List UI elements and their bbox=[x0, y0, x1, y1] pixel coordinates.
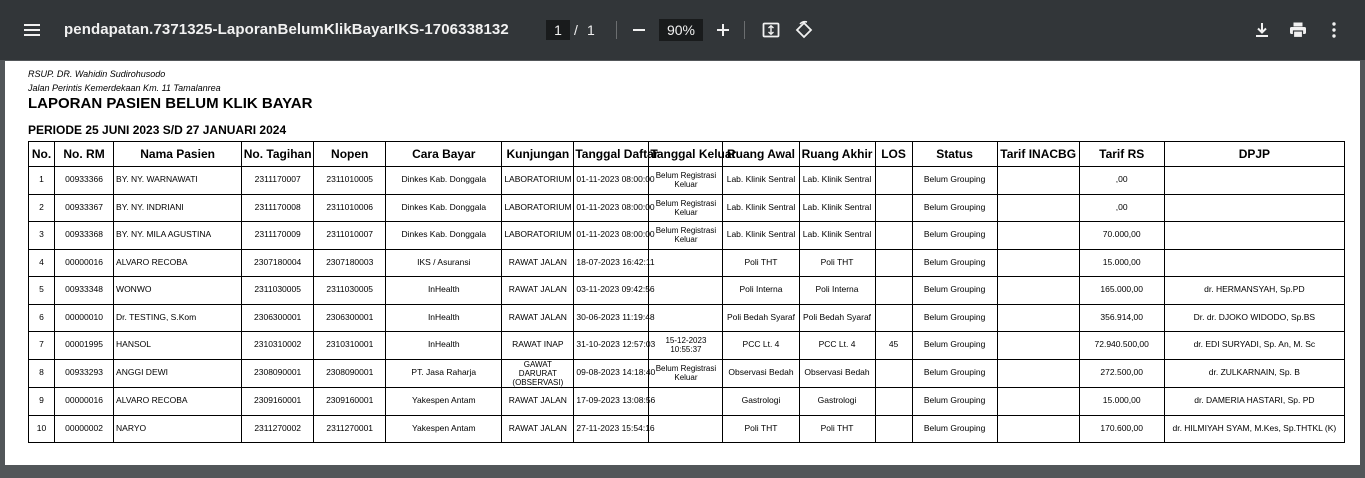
table-cell: Poli THT bbox=[723, 249, 799, 277]
table-cell: 170.600,00 bbox=[1079, 415, 1164, 443]
table-cell bbox=[875, 222, 912, 250]
table-cell: 00933348 bbox=[55, 277, 114, 305]
table-cell: ANGGI DEWI bbox=[114, 359, 242, 388]
table-cell: 09-08-2023 14:18:40 bbox=[574, 359, 649, 388]
table-cell: Belum Grouping bbox=[912, 415, 997, 443]
table-cell bbox=[875, 277, 912, 305]
table-cell: dr. DAMERIA HASTARI, Sp. PD bbox=[1164, 388, 1344, 416]
table-cell: 15.000,00 bbox=[1079, 388, 1164, 416]
table-cell: Poli Bedah Syaraf bbox=[799, 304, 875, 332]
table-cell: Gastrologi bbox=[799, 388, 875, 416]
table-cell: 00933366 bbox=[55, 167, 114, 195]
pdf-page bbox=[5, 61, 1360, 465]
zoom-level-input[interactable]: 90% bbox=[659, 19, 703, 41]
table-cell: 03-11-2023 09:42:56 bbox=[574, 277, 649, 305]
table-cell: 7 bbox=[29, 332, 55, 360]
table-cell bbox=[997, 304, 1079, 332]
table-cell: 2311270001 bbox=[314, 415, 386, 443]
table-cell: Dr. TESTING, S.Kom bbox=[114, 304, 242, 332]
table-cell: Belum Grouping bbox=[912, 388, 997, 416]
table-cell: 17-09-2023 13:08:56 bbox=[574, 388, 649, 416]
table-cell: RAWAT INAP bbox=[502, 332, 574, 360]
table-cell: RAWAT JALAN bbox=[502, 415, 574, 443]
table-cell: BY. NY. MILA AGUSTINA bbox=[114, 222, 242, 250]
table-cell: 01-11-2023 08:00:00 bbox=[574, 167, 649, 195]
table-cell bbox=[875, 249, 912, 277]
table-cell: Gastrologi bbox=[723, 388, 799, 416]
table-cell: NARYO bbox=[114, 415, 242, 443]
table-cell: 2310310002 bbox=[242, 332, 314, 360]
column-header: No. Tagihan bbox=[242, 142, 314, 167]
table-cell: 2311010007 bbox=[314, 222, 386, 250]
table-cell: 00933368 bbox=[55, 222, 114, 250]
toolbar-divider bbox=[616, 21, 617, 39]
table-cell: 70.000,00 bbox=[1079, 222, 1164, 250]
table-cell bbox=[649, 304, 723, 332]
table-cell bbox=[1164, 249, 1344, 277]
table-cell: 15.000,00 bbox=[1079, 249, 1164, 277]
table-cell: Belum Grouping bbox=[912, 222, 997, 250]
table-cell: 00933293 bbox=[55, 359, 114, 388]
table-cell: 2306300001 bbox=[314, 304, 386, 332]
table-cell: LABORATORIUM bbox=[502, 167, 574, 195]
table-cell: Lab. Klinik Sentral bbox=[723, 222, 799, 250]
column-header: LOS bbox=[875, 142, 912, 167]
table-cell: Belum Registrasi Keluar bbox=[649, 194, 723, 222]
table-cell: 6 bbox=[29, 304, 55, 332]
table-cell: 2 bbox=[29, 194, 55, 222]
table-cell: Poli THT bbox=[723, 415, 799, 443]
rotate-icon[interactable] bbox=[793, 19, 815, 41]
column-header: Cara Bayar bbox=[386, 142, 502, 167]
table-row bbox=[29, 359, 1345, 388]
table-cell: 356.914,00 bbox=[1079, 304, 1164, 332]
table-cell: 00000010 bbox=[55, 304, 114, 332]
table-cell bbox=[875, 304, 912, 332]
table-cell: 9 bbox=[29, 388, 55, 416]
table-cell bbox=[997, 388, 1079, 416]
table-cell: dr. ZULKARNAIN, Sp. B bbox=[1164, 359, 1344, 388]
table-cell: 3 bbox=[29, 222, 55, 250]
table-cell: 2311030005 bbox=[242, 277, 314, 305]
column-header: Nopen bbox=[314, 142, 386, 167]
report-period: PERIODE 25 JUNI 2023 S/D 27 JANUARI 2024 bbox=[28, 123, 287, 137]
table-cell: 2311010006 bbox=[314, 194, 386, 222]
table-cell: 2308090001 bbox=[314, 359, 386, 388]
page-separator: / bbox=[574, 22, 578, 38]
fit-page-icon[interactable] bbox=[760, 19, 782, 41]
more-options-icon[interactable] bbox=[1323, 19, 1345, 41]
menu-icon[interactable] bbox=[22, 20, 42, 40]
table-cell: Belum Registrasi Keluar bbox=[649, 222, 723, 250]
table-cell: 2311170009 bbox=[242, 222, 314, 250]
column-header: Tarif INACBG bbox=[997, 142, 1079, 167]
table-cell: Poli Interna bbox=[723, 277, 799, 305]
table-cell: Belum Grouping bbox=[912, 359, 997, 388]
table-cell: Observasi Bedah bbox=[799, 359, 875, 388]
table-cell: 2311170008 bbox=[242, 194, 314, 222]
table-cell: Lab. Klinik Sentral bbox=[799, 167, 875, 195]
table-cell: dr. HILMIYAH SYAM, M.Kes, Sp.THTKL (K) bbox=[1164, 415, 1344, 443]
table-cell: Dinkes Kab. Donggala bbox=[386, 222, 502, 250]
table-cell: 01-11-2023 08:00:00 bbox=[574, 194, 649, 222]
column-header: No. bbox=[29, 142, 55, 167]
print-icon[interactable] bbox=[1287, 19, 1309, 41]
table-cell: 00001995 bbox=[55, 332, 114, 360]
table-cell: Observasi Bedah bbox=[723, 359, 799, 388]
table-cell: Yakespen Antam bbox=[386, 415, 502, 443]
table-cell: Poli THT bbox=[799, 415, 875, 443]
table-cell bbox=[997, 222, 1079, 250]
table-cell: RAWAT JALAN bbox=[502, 277, 574, 305]
zoom-in-icon[interactable] bbox=[712, 19, 734, 41]
column-header: Nama Pasien bbox=[114, 142, 242, 167]
table-cell bbox=[875, 415, 912, 443]
table-cell: 00933367 bbox=[55, 194, 114, 222]
column-header: Tarif RS bbox=[1079, 142, 1164, 167]
table-cell bbox=[997, 415, 1079, 443]
table-cell bbox=[1164, 222, 1344, 250]
table-cell: Belum Grouping bbox=[912, 277, 997, 305]
zoom-out-icon[interactable] bbox=[628, 19, 650, 41]
table-cell: Belum Registrasi Keluar bbox=[649, 359, 723, 388]
hospital-address: Jalan Perintis Kemerdekaan Km. 11 Tamalanrea bbox=[28, 83, 221, 93]
column-header: Kunjungan bbox=[502, 142, 574, 167]
table-cell: Dinkes Kab. Donggala bbox=[386, 194, 502, 222]
column-header: Ruang Akhir bbox=[799, 142, 875, 167]
table-cell: 01-11-2023 08:00:00 bbox=[574, 222, 649, 250]
table-cell: RAWAT JALAN bbox=[502, 249, 574, 277]
table-cell: 2308090001 bbox=[242, 359, 314, 388]
table-cell bbox=[997, 332, 1079, 360]
table-cell bbox=[875, 194, 912, 222]
table-row bbox=[29, 388, 1345, 416]
table-cell: PCC Lt. 4 bbox=[799, 332, 875, 360]
table-cell: Poli THT bbox=[799, 249, 875, 277]
column-header: No. RM bbox=[55, 142, 114, 167]
table-cell: ,00 bbox=[1079, 167, 1164, 195]
table-cell bbox=[649, 277, 723, 305]
table-row bbox=[29, 167, 1345, 195]
table-cell: 1 bbox=[29, 167, 55, 195]
table-cell: 165.000,00 bbox=[1079, 277, 1164, 305]
table-cell: 31-10-2023 12:57:03 bbox=[574, 332, 649, 360]
table-cell: RAWAT JALAN bbox=[502, 388, 574, 416]
table-cell: Belum Grouping bbox=[912, 194, 997, 222]
table-cell: 2311030005 bbox=[314, 277, 386, 305]
report-title: LAPORAN PASIEN BELUM KLIK BAYAR bbox=[28, 95, 313, 112]
document-title: pendapatan.7371325-LaporanBelumKlikBayarIKS-1706338132 bbox=[64, 21, 509, 38]
table-cell bbox=[875, 167, 912, 195]
table-cell: Belum Grouping bbox=[912, 304, 997, 332]
table-cell: 4 bbox=[29, 249, 55, 277]
table-cell: Lab. Klinik Sentral bbox=[723, 194, 799, 222]
table-cell bbox=[997, 359, 1079, 388]
table-cell bbox=[1164, 167, 1344, 195]
table-cell: 45 bbox=[875, 332, 912, 360]
table-cell: GAWAT DARURAT (OBSERVASI) bbox=[502, 359, 574, 388]
table-cell: BY. NY. INDRIANI bbox=[114, 194, 242, 222]
table-cell: 30-06-2023 11:19:48 bbox=[574, 304, 649, 332]
page-total: 1 bbox=[587, 22, 595, 38]
table-cell: ALVARO RECOBA bbox=[114, 249, 242, 277]
table-cell: InHealth bbox=[386, 304, 502, 332]
table-cell: Belum Registrasi Keluar bbox=[649, 167, 723, 195]
table-cell: BY. NY. WARNAWATI bbox=[114, 167, 242, 195]
table-cell: Belum Grouping bbox=[912, 332, 997, 360]
table-cell: 00000016 bbox=[55, 249, 114, 277]
table-cell: ALVARO RECOBA bbox=[114, 388, 242, 416]
table-cell: 2311010005 bbox=[314, 167, 386, 195]
table-cell: 72.940.500,00 bbox=[1079, 332, 1164, 360]
column-header: Tanggal Keluar bbox=[649, 142, 723, 167]
table-cell: Dr. dr. DJOKO WIDODO, Sp.BS bbox=[1164, 304, 1344, 332]
table-cell bbox=[997, 194, 1079, 222]
table-cell bbox=[1164, 194, 1344, 222]
table-cell: Lab. Klinik Sentral bbox=[723, 167, 799, 195]
table-cell: Poli Bedah Syaraf bbox=[723, 304, 799, 332]
table-cell bbox=[875, 388, 912, 416]
table-cell: 00000002 bbox=[55, 415, 114, 443]
table-cell: 272.500,00 bbox=[1079, 359, 1164, 388]
patient-table bbox=[28, 141, 1345, 443]
table-row bbox=[29, 249, 1345, 277]
column-header: Ruang Awal bbox=[723, 142, 799, 167]
table-row bbox=[29, 332, 1345, 360]
table-cell: PT. Jasa Raharja bbox=[386, 359, 502, 388]
table-row bbox=[29, 194, 1345, 222]
table-cell: 15-12-2023 10:55:37 bbox=[649, 332, 723, 360]
table-cell bbox=[649, 415, 723, 443]
table-cell bbox=[997, 277, 1079, 305]
table-cell: 2311170007 bbox=[242, 167, 314, 195]
table-cell: 10 bbox=[29, 415, 55, 443]
page-number-input[interactable]: 1 bbox=[546, 20, 570, 40]
table-cell: Dinkes Kab. Donggala bbox=[386, 167, 502, 195]
table-cell: Belum Grouping bbox=[912, 249, 997, 277]
table-cell: LABORATORIUM bbox=[502, 194, 574, 222]
toolbar-divider bbox=[744, 21, 745, 39]
table-cell bbox=[875, 359, 912, 388]
table-cell: ,00 bbox=[1079, 194, 1164, 222]
table-cell: InHealth bbox=[386, 332, 502, 360]
table-cell: 8 bbox=[29, 359, 55, 388]
table-cell: Yakespen Antam bbox=[386, 388, 502, 416]
table-cell bbox=[997, 249, 1079, 277]
table-cell: 2307180004 bbox=[242, 249, 314, 277]
table-cell: InHealth bbox=[386, 277, 502, 305]
table-cell: PCC Lt. 4 bbox=[723, 332, 799, 360]
table-cell: 2309160001 bbox=[242, 388, 314, 416]
table-cell bbox=[997, 167, 1079, 195]
table-cell: RAWAT JALAN bbox=[502, 304, 574, 332]
table-row bbox=[29, 277, 1345, 305]
table-row bbox=[29, 415, 1345, 443]
table-cell: Belum Grouping bbox=[912, 167, 997, 195]
table-cell: 27-11-2023 15:54:16 bbox=[574, 415, 649, 443]
table-cell: 2310310001 bbox=[314, 332, 386, 360]
table-cell: 2311270002 bbox=[242, 415, 314, 443]
download-icon[interactable] bbox=[1251, 19, 1273, 41]
table-cell: 00000016 bbox=[55, 388, 114, 416]
hospital-name: RSUP. DR. Wahidin Sudirohusodo bbox=[28, 69, 166, 79]
column-header: Status bbox=[912, 142, 997, 167]
column-header: Tanggal Daftar bbox=[574, 142, 649, 167]
table-cell: WONWO bbox=[114, 277, 242, 305]
table-header-row bbox=[29, 142, 1345, 167]
table-cell: 2307180003 bbox=[314, 249, 386, 277]
table-cell bbox=[649, 249, 723, 277]
table-cell: 5 bbox=[29, 277, 55, 305]
table-cell: Poli Interna bbox=[799, 277, 875, 305]
pdf-toolbar bbox=[0, 0, 1365, 60]
table-row bbox=[29, 222, 1345, 250]
table-cell: 2309160001 bbox=[314, 388, 386, 416]
table-cell: Lab. Klinik Sentral bbox=[799, 194, 875, 222]
table-cell: dr. HERMANSYAH, Sp.PD bbox=[1164, 277, 1344, 305]
table-cell: LABORATORIUM bbox=[502, 222, 574, 250]
table-cell: Lab. Klinik Sentral bbox=[799, 222, 875, 250]
table-cell: IKS / Asuransi bbox=[386, 249, 502, 277]
table-cell: HANSOL bbox=[114, 332, 242, 360]
column-header: DPJP bbox=[1164, 142, 1344, 167]
table-cell bbox=[649, 388, 723, 416]
table-cell: 18-07-2023 16:42:11 bbox=[574, 249, 649, 277]
table-row bbox=[29, 304, 1345, 332]
table-cell: 2306300001 bbox=[242, 304, 314, 332]
table-cell: dr. EDI SURYADI, Sp. An, M. Sc bbox=[1164, 332, 1344, 360]
